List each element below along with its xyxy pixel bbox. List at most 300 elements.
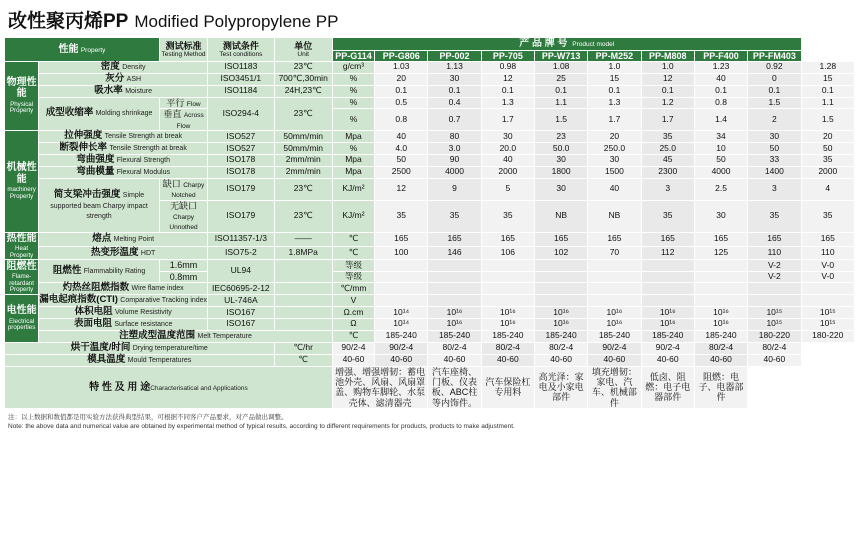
test-condition: 23℃ bbox=[274, 200, 332, 232]
test-method: ISO1183 bbox=[208, 61, 274, 73]
value-cell: 40-60 bbox=[534, 354, 587, 366]
test-condition: 50mm/min bbox=[274, 131, 332, 143]
value-cell bbox=[641, 260, 694, 271]
test-method: ISO75-2 bbox=[208, 246, 274, 260]
unit-cell: Ω.cm bbox=[332, 306, 374, 318]
value-cell: 40-60 bbox=[428, 354, 481, 366]
value-cell: 35 bbox=[375, 200, 428, 232]
page-title bbox=[4, 4, 855, 37]
value-cell: 100 bbox=[375, 246, 428, 260]
application-cell: 汽车座椅、门板、仪表板、ABC柱等内饰件。 bbox=[428, 366, 481, 408]
header-condition: 测试条件 Test conditions bbox=[208, 38, 274, 62]
value-cell: 30 bbox=[481, 131, 534, 143]
value-cell: 15 bbox=[588, 73, 641, 85]
model-header-3: PP-705 bbox=[481, 50, 534, 61]
property-name: 弯曲强度 Flexural Strength bbox=[39, 154, 208, 166]
test-condition bbox=[274, 260, 332, 283]
model-header-5: PP-M252 bbox=[588, 50, 641, 61]
process-name: 注塑成型温度范围 Melt Temperature bbox=[39, 330, 333, 342]
value-cell bbox=[375, 271, 428, 282]
model-header-4: PP-W713 bbox=[534, 50, 587, 61]
table-row bbox=[5, 232, 855, 246]
value-cell: 35 bbox=[801, 200, 854, 232]
value-cell bbox=[375, 260, 428, 271]
process-row bbox=[5, 330, 855, 342]
value-cell: 1.03 bbox=[375, 61, 428, 73]
value-cell: 125 bbox=[694, 246, 747, 260]
value-cell: 0.1 bbox=[428, 85, 481, 97]
value-cell bbox=[534, 260, 587, 271]
test-condition bbox=[274, 318, 332, 330]
value-cell bbox=[588, 295, 641, 307]
value-cell: 2300 bbox=[641, 166, 694, 178]
property-name: 漏电起痕指数(CTI) Comparative Tracking index bbox=[39, 294, 208, 306]
value-cell: 10¹⁶ bbox=[694, 318, 747, 330]
value-cell: 10¹⁶ bbox=[588, 318, 641, 330]
test-method: ISO179 bbox=[208, 200, 274, 232]
value-cell: 10¹⁶ bbox=[694, 306, 747, 318]
value-cell bbox=[801, 295, 854, 307]
value-cell: 185-240 bbox=[694, 330, 747, 342]
value-cell: 50 bbox=[748, 142, 801, 154]
test-condition: 23℃ bbox=[274, 61, 332, 73]
model-header-2: PP-002 bbox=[428, 50, 481, 61]
value-cell: 10¹⁶ bbox=[641, 306, 694, 318]
table-row bbox=[5, 85, 855, 97]
table-header-row bbox=[5, 38, 855, 51]
value-cell: 10¹⁵ bbox=[748, 318, 801, 330]
value-cell: 165 bbox=[534, 232, 587, 246]
test-condition: 1.8MPa bbox=[274, 246, 332, 260]
application-cell: 汽车保险杠专用料 bbox=[481, 366, 534, 408]
unit-cell: g/cm³ bbox=[332, 61, 374, 73]
category-cell: 电性能 Electrical properties bbox=[5, 295, 39, 343]
value-cell: 30 bbox=[748, 131, 801, 143]
test-condition bbox=[274, 295, 332, 307]
value-cell: 0.7 bbox=[428, 109, 481, 131]
value-cell: 10¹⁶ bbox=[481, 306, 534, 318]
category-cell: 阻燃性 Flame-retardant Property bbox=[5, 260, 39, 295]
value-cell bbox=[641, 283, 694, 295]
unit-cell: ℃ bbox=[332, 232, 374, 246]
table-row bbox=[5, 318, 855, 330]
value-cell: 1500 bbox=[588, 166, 641, 178]
property-name: 密度 Density bbox=[39, 61, 208, 73]
unit-cell: % bbox=[332, 97, 374, 108]
applications-row bbox=[5, 366, 855, 408]
table-row bbox=[5, 306, 855, 318]
value-cell: 1.23 bbox=[694, 61, 747, 73]
model-header-0: PP-G114 bbox=[332, 50, 374, 61]
value-cell: 1800 bbox=[534, 166, 587, 178]
test-method: UL-746A bbox=[208, 295, 274, 307]
value-cell: 40-60 bbox=[748, 354, 801, 366]
test-condition: 700℃,30min bbox=[274, 73, 332, 85]
value-cell: 165 bbox=[801, 232, 854, 246]
test-method: ISO3451/1 bbox=[208, 73, 274, 85]
value-cell: 40-60 bbox=[588, 354, 641, 366]
value-cell: 10¹⁶ bbox=[428, 306, 481, 318]
value-cell: 2000 bbox=[801, 166, 854, 178]
value-cell: 10¹⁶ bbox=[534, 306, 587, 318]
value-cell: 90/2-4 bbox=[332, 342, 374, 354]
table-row bbox=[5, 166, 855, 178]
test-condition: 2mm/min bbox=[274, 154, 332, 166]
value-cell: 2 bbox=[748, 109, 801, 131]
value-cell: 40-60 bbox=[332, 354, 374, 366]
property-name: 成型收缩率 Molding shrinkage bbox=[39, 97, 160, 130]
property-name: 简支梁冲击强度 Simple supported beam Charpy impact strength bbox=[39, 178, 160, 232]
unit-cell: Mpa bbox=[332, 154, 374, 166]
value-cell: 0.8 bbox=[375, 109, 428, 131]
value-cell bbox=[694, 283, 747, 295]
value-cell: 35 bbox=[641, 131, 694, 143]
process-name: 烘干温度/时间 Drying temperature/time bbox=[5, 342, 275, 354]
test-method: ISO1184 bbox=[208, 85, 274, 97]
value-cell: 3.0 bbox=[428, 142, 481, 154]
value-cell: 3 bbox=[641, 178, 694, 200]
value-cell: 1.7 bbox=[641, 109, 694, 131]
value-cell: 40 bbox=[588, 178, 641, 200]
property-subname: 无缺口 Charpy Unnothed bbox=[159, 200, 207, 232]
page-title-cn: 改性聚丙烯PP bbox=[8, 11, 129, 32]
property-name: 熔点 Melting Point bbox=[39, 232, 208, 246]
value-cell: 20.0 bbox=[481, 142, 534, 154]
test-method: ISO527 bbox=[208, 142, 274, 154]
value-cell bbox=[534, 295, 587, 307]
value-cell: 1.3 bbox=[588, 97, 641, 108]
value-cell: 1.5 bbox=[801, 109, 854, 131]
unit-cell: 等级 bbox=[332, 271, 374, 282]
value-cell: 12 bbox=[641, 73, 694, 85]
value-cell: 30 bbox=[428, 73, 481, 85]
value-cell: 10¹⁶ bbox=[534, 318, 587, 330]
property-subname: 1.6mm bbox=[159, 260, 207, 271]
value-cell bbox=[694, 271, 747, 282]
value-cell: 1.4 bbox=[694, 109, 747, 131]
value-cell: 80/2-4 bbox=[481, 342, 534, 354]
value-cell bbox=[428, 295, 481, 307]
value-cell: 185-240 bbox=[588, 330, 641, 342]
table-row bbox=[5, 260, 855, 271]
property-name: 拉伸强度 Tensile Strength at break bbox=[39, 131, 208, 143]
value-cell: 20 bbox=[588, 131, 641, 143]
property-subname: 0.8mm bbox=[159, 271, 207, 282]
property-name: 表面电阻 Surface resistance bbox=[39, 318, 208, 330]
value-cell: 165 bbox=[481, 232, 534, 246]
property-name: 吸水率 Moisture bbox=[39, 85, 208, 97]
footnote bbox=[4, 409, 855, 432]
value-cell: 0.4 bbox=[428, 97, 481, 108]
application-cell: 高光泽：家电及小家电部件 bbox=[534, 366, 587, 408]
value-cell bbox=[748, 283, 801, 295]
value-cell: 165 bbox=[588, 232, 641, 246]
value-cell: 1.5 bbox=[534, 109, 587, 131]
unit-cell: Mpa bbox=[332, 131, 374, 143]
value-cell: 180-220 bbox=[801, 330, 854, 342]
table-row bbox=[5, 73, 855, 85]
value-cell: 50.0 bbox=[534, 142, 587, 154]
value-cell: 80/2-4 bbox=[748, 342, 801, 354]
model-header-8: PP-FM403 bbox=[748, 50, 801, 61]
test-method: ISO178 bbox=[208, 166, 274, 178]
value-cell: 0.5 bbox=[375, 97, 428, 108]
value-cell: 180-220 bbox=[748, 330, 801, 342]
value-cell: 0.1 bbox=[481, 85, 534, 97]
table-row bbox=[5, 142, 855, 154]
value-cell: 30 bbox=[534, 178, 587, 200]
value-cell: 1.28 bbox=[801, 61, 854, 73]
test-condition: 23℃ bbox=[274, 178, 332, 200]
value-cell: 10¹⁴ bbox=[375, 318, 428, 330]
value-cell: 0.1 bbox=[375, 85, 428, 97]
value-cell: 34 bbox=[694, 131, 747, 143]
value-cell: 25.0 bbox=[641, 142, 694, 154]
value-cell: 185-240 bbox=[534, 330, 587, 342]
test-method: ISO167 bbox=[208, 318, 274, 330]
value-cell: 110 bbox=[801, 246, 854, 260]
value-cell: 1.08 bbox=[534, 61, 587, 73]
value-cell: 1400 bbox=[748, 166, 801, 178]
value-cell: 10¹⁶ bbox=[641, 318, 694, 330]
application-cell: 增强、增强增韧：蓄电池外壳、风扇、风扇罩盖、购物车脚轮、水泵壳体、滤清器壳 bbox=[332, 366, 428, 408]
value-cell: V-0 bbox=[801, 260, 854, 271]
value-cell: 1.1 bbox=[534, 97, 587, 108]
category-cell: 机械性能 machinery Property bbox=[5, 131, 39, 233]
table-row bbox=[5, 131, 855, 143]
table-row bbox=[5, 97, 855, 108]
property-name: 阻燃性 Flammability Rating bbox=[39, 260, 160, 283]
model-header-1: PP-G806 bbox=[375, 50, 428, 61]
table-row bbox=[5, 178, 855, 200]
test-method: UL94 bbox=[208, 260, 274, 283]
value-cell: 10¹⁴ bbox=[375, 306, 428, 318]
value-cell: 25 bbox=[534, 73, 587, 85]
value-cell: 90/2-4 bbox=[375, 342, 428, 354]
unit-cell: ℃ bbox=[274, 354, 332, 366]
value-cell: 110 bbox=[748, 246, 801, 260]
value-cell: 0.92 bbox=[748, 61, 801, 73]
value-cell: 1.0 bbox=[588, 61, 641, 73]
value-cell bbox=[694, 260, 747, 271]
test-method: ISO527 bbox=[208, 131, 274, 143]
value-cell: V-2 bbox=[748, 260, 801, 271]
value-cell: 23 bbox=[534, 131, 587, 143]
value-cell: 9 bbox=[428, 178, 481, 200]
test-condition bbox=[274, 283, 332, 295]
value-cell: 70 bbox=[588, 246, 641, 260]
test-method: ISO178 bbox=[208, 154, 274, 166]
value-cell bbox=[375, 295, 428, 307]
value-cell: 50 bbox=[694, 154, 747, 166]
test-method: ISO167 bbox=[208, 306, 274, 318]
value-cell bbox=[748, 295, 801, 307]
value-cell: 30 bbox=[534, 154, 587, 166]
value-cell: 1.5 bbox=[748, 97, 801, 108]
value-cell: 50 bbox=[801, 142, 854, 154]
value-cell: 30 bbox=[588, 154, 641, 166]
value-cell: 40 bbox=[694, 73, 747, 85]
value-cell: 165 bbox=[375, 232, 428, 246]
value-cell: 185-240 bbox=[641, 330, 694, 342]
value-cell: 40-60 bbox=[375, 354, 428, 366]
unit-cell: KJ/m² bbox=[332, 200, 374, 232]
value-cell: 90 bbox=[428, 154, 481, 166]
property-name: 弯曲模量 Flexural Modulus bbox=[39, 166, 208, 178]
value-cell: 3 bbox=[748, 178, 801, 200]
value-cell: 0 bbox=[748, 73, 801, 85]
model-header-6: PP-M808 bbox=[641, 50, 694, 61]
unit-cell: % bbox=[332, 73, 374, 85]
value-cell: 250.0 bbox=[588, 142, 641, 154]
value-cell bbox=[641, 295, 694, 307]
value-cell bbox=[481, 295, 534, 307]
value-cell bbox=[481, 283, 534, 295]
value-cell: 10¹⁶ bbox=[588, 306, 641, 318]
unit-cell: ℃ bbox=[332, 330, 374, 342]
value-cell: 2.5 bbox=[694, 178, 747, 200]
value-cell: 10¹⁵ bbox=[748, 306, 801, 318]
value-cell bbox=[801, 283, 854, 295]
property-subname: 垂直 Across Flow bbox=[159, 109, 207, 131]
page-title-en: Modified Polypropylene PP bbox=[134, 12, 339, 31]
table-row bbox=[5, 295, 855, 307]
value-cell: 80 bbox=[428, 131, 481, 143]
value-cell: 50 bbox=[375, 154, 428, 166]
unit-cell: % bbox=[332, 142, 374, 154]
value-cell: 0.1 bbox=[641, 85, 694, 97]
value-cell: 185-240 bbox=[375, 330, 428, 342]
value-cell bbox=[694, 295, 747, 307]
value-cell: 146 bbox=[428, 246, 481, 260]
value-cell: 40-60 bbox=[694, 354, 747, 366]
value-cell bbox=[534, 283, 587, 295]
process-row bbox=[5, 342, 855, 354]
model-header-7: PP-F400 bbox=[694, 50, 747, 61]
test-condition: 24H,23℃ bbox=[274, 85, 332, 97]
unit-cell: % bbox=[332, 85, 374, 97]
value-cell: 33 bbox=[748, 154, 801, 166]
value-cell: 12 bbox=[481, 73, 534, 85]
value-cell: 0.1 bbox=[801, 85, 854, 97]
property-name: 灼热丝阻燃指数 Wire flame index bbox=[39, 283, 208, 295]
value-cell: 90/2-4 bbox=[641, 342, 694, 354]
value-cell: 10¹⁵ bbox=[801, 318, 854, 330]
value-cell: 35 bbox=[748, 200, 801, 232]
value-cell: 20 bbox=[801, 131, 854, 143]
value-cell: 40 bbox=[481, 154, 534, 166]
table-row bbox=[5, 61, 855, 73]
unit-cell: ℃/mm bbox=[332, 283, 374, 295]
unit-cell: V bbox=[332, 295, 374, 307]
value-cell: 10 bbox=[694, 142, 747, 154]
value-cell: 165 bbox=[694, 232, 747, 246]
value-cell: NB bbox=[588, 200, 641, 232]
value-cell: 165 bbox=[748, 232, 801, 246]
applications-label: 特 性 及 用 途Characterisatical and Applications bbox=[5, 366, 333, 408]
value-cell: 1.2 bbox=[641, 97, 694, 108]
value-cell: 112 bbox=[641, 246, 694, 260]
value-cell bbox=[588, 260, 641, 271]
process-name: 模具温度 Mould Temperatures bbox=[5, 354, 275, 366]
value-cell: 30 bbox=[694, 200, 747, 232]
value-cell: 165 bbox=[428, 232, 481, 246]
property-name: 断裂伸长率 Tensile Strength at break bbox=[39, 142, 208, 154]
category-cell: 热性能 Heat Property bbox=[5, 232, 39, 260]
application-cell: 低卤、阻燃：电子电器部件 bbox=[641, 366, 694, 408]
property-name: 体积电阻 Volume Resistivity bbox=[39, 306, 208, 318]
value-cell: 5 bbox=[481, 178, 534, 200]
footnote-en: Note: the above data and numerical value are obtained by experimental method of typical results, according to different requirements for products, products to make adjustment. bbox=[8, 423, 515, 431]
spec-table bbox=[4, 37, 855, 409]
value-cell bbox=[641, 271, 694, 282]
value-cell: 0.98 bbox=[481, 61, 534, 73]
value-cell: 80/2-4 bbox=[694, 342, 747, 354]
category-cell: 物理性能 Physical Property bbox=[5, 61, 39, 130]
property-name: 热变形温度 HDT bbox=[39, 246, 208, 260]
value-cell: 35 bbox=[801, 154, 854, 166]
unit-cell: ℃ bbox=[332, 246, 374, 260]
test-method: ISO179 bbox=[208, 178, 274, 200]
value-cell bbox=[375, 283, 428, 295]
test-method: IEC60695-2-12 bbox=[208, 283, 274, 295]
value-cell: 10¹⁶ bbox=[428, 318, 481, 330]
value-cell bbox=[481, 260, 534, 271]
value-cell: 1.1 bbox=[801, 97, 854, 108]
test-condition: 23℃ bbox=[274, 97, 332, 130]
value-cell bbox=[428, 271, 481, 282]
value-cell: 80/2-4 bbox=[428, 342, 481, 354]
test-condition: —— bbox=[274, 232, 332, 246]
value-cell: 165 bbox=[641, 232, 694, 246]
value-cell: 2500 bbox=[375, 166, 428, 178]
test-condition: 2mm/min bbox=[274, 166, 332, 178]
value-cell: 0.1 bbox=[748, 85, 801, 97]
value-cell: 12 bbox=[375, 178, 428, 200]
value-cell: 40 bbox=[375, 131, 428, 143]
footnote-cn: 注：以上数据和数值都是用实验方法获得典型结果，可根据不同客户产品要求，对产品做出调整。 bbox=[8, 413, 288, 421]
value-cell: 0.8 bbox=[694, 97, 747, 108]
value-cell: 1.0 bbox=[641, 61, 694, 73]
header-model-group: 产 品 牌 号 Product model bbox=[332, 38, 801, 51]
value-cell: NB bbox=[534, 200, 587, 232]
value-cell: 10¹⁵ bbox=[801, 306, 854, 318]
value-cell: 1.3 bbox=[481, 97, 534, 108]
property-name: 灰分 ASH bbox=[39, 73, 208, 85]
value-cell: 4 bbox=[801, 178, 854, 200]
value-cell bbox=[428, 283, 481, 295]
value-cell: 4000 bbox=[694, 166, 747, 178]
value-cell bbox=[588, 283, 641, 295]
unit-cell: Mpa bbox=[332, 166, 374, 178]
header-unit: 单位 Unit bbox=[274, 38, 332, 62]
value-cell: 45 bbox=[641, 154, 694, 166]
value-cell: 106 bbox=[481, 246, 534, 260]
value-cell: 0.1 bbox=[534, 85, 587, 97]
table-row bbox=[5, 246, 855, 260]
value-cell: 4.0 bbox=[375, 142, 428, 154]
test-condition bbox=[274, 306, 332, 318]
value-cell: V-0 bbox=[801, 271, 854, 282]
unit-cell: ℃/hr bbox=[274, 342, 332, 354]
value-cell: 80/2-4 bbox=[534, 342, 587, 354]
property-subname: 缺口 Charpy Notched bbox=[159, 178, 207, 200]
value-cell: 40-60 bbox=[481, 354, 534, 366]
value-cell: 1.7 bbox=[481, 109, 534, 131]
value-cell: 40-60 bbox=[641, 354, 694, 366]
value-cell bbox=[428, 260, 481, 271]
value-cell: 1.13 bbox=[428, 61, 481, 73]
